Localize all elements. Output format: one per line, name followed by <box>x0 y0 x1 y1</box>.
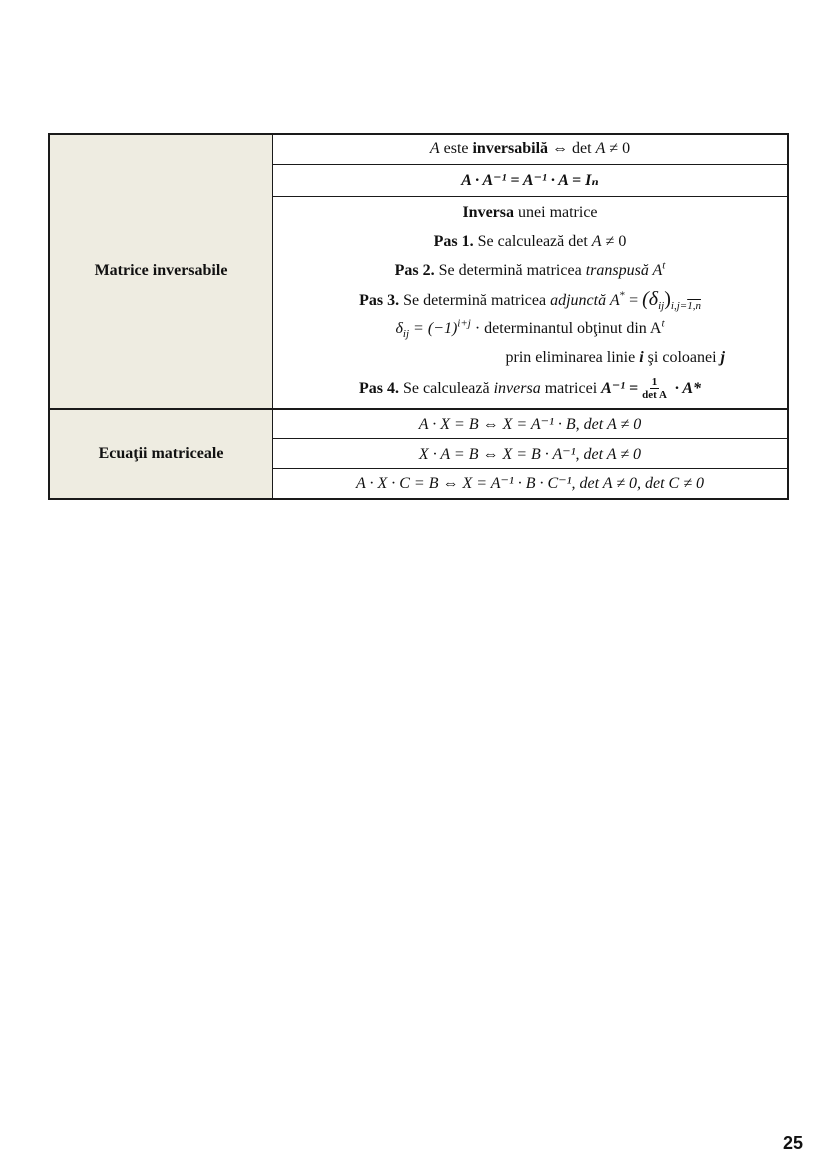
rhs: · A* <box>670 379 701 397</box>
step-label: Pas 1. <box>433 232 474 250</box>
step-2 <box>273 256 787 285</box>
var-a: A <box>591 232 602 250</box>
step-3 <box>273 285 787 314</box>
identity-formula-text: A · A⁻¹ = A⁻¹ · A = Iₙ <box>461 172 599 189</box>
inverse-identity-formula <box>273 164 789 196</box>
invertibility-condition <box>273 134 789 164</box>
delta: (δ <box>642 287 659 310</box>
delta-definition <box>273 314 787 343</box>
text: = (−1) <box>409 319 458 337</box>
fraction <box>640 376 669 401</box>
denominator: det A <box>642 389 667 402</box>
eq: = <box>625 291 643 309</box>
step-text: matricei <box>540 379 602 397</box>
step-text: Se calculează det <box>473 232 592 250</box>
sub: ij <box>402 327 410 340</box>
lhs: A⁻¹ = <box>601 379 639 397</box>
inverse-word: inversa <box>493 379 541 397</box>
text: ≠ 0 <box>605 140 631 158</box>
numerator: 1 <box>651 376 658 389</box>
step-text: Se calculează <box>399 379 494 397</box>
index-sub <box>671 300 701 312</box>
matrix-equations-label <box>49 409 273 499</box>
delta: δ <box>395 319 403 337</box>
text: ⇔ det <box>548 140 596 158</box>
step-text: Se determină matricea <box>434 261 586 279</box>
text: este <box>439 140 473 158</box>
sup: t <box>661 317 665 330</box>
transpose-word: transpusă A <box>585 261 663 279</box>
var-j: j <box>720 348 725 366</box>
index: i,j= <box>670 299 688 312</box>
var-i: i <box>639 348 644 366</box>
formula-table <box>48 133 789 500</box>
equation-3: A · X · C = B ⇔ X = A⁻¹ · B · C⁻¹, det A ≠ 0, det C ≠ 0 <box>273 469 789 499</box>
step-label: Pas 3. <box>359 291 400 309</box>
equations-label-text: Ecuaţii matriceale <box>98 444 224 462</box>
step-1 <box>273 227 787 256</box>
step-label: Pas 4. <box>359 379 399 397</box>
step-text: ≠ 0 <box>601 232 627 250</box>
inverse-matrices-label <box>49 134 273 409</box>
inverse-label-text: Matrice inversabile <box>94 262 228 280</box>
sup: i+j <box>457 317 471 330</box>
invertible-word: inversabilă <box>472 140 549 158</box>
elimination-note <box>273 343 787 372</box>
equation-1: A · X = B ⇔ X = A⁻¹ · B, det A ≠ 0 <box>273 409 789 439</box>
paren: ) <box>664 287 671 310</box>
sub: ij <box>658 299 665 312</box>
title-bold: Inversa <box>462 203 515 221</box>
title-rest: unei matrice <box>514 203 598 221</box>
text: · determinantul obţinut din A <box>470 319 662 337</box>
inverse-procedure <box>273 196 789 409</box>
step-4 <box>273 372 787 406</box>
var-a: A <box>595 140 606 158</box>
sup: * <box>619 289 626 302</box>
range: 1,n <box>687 299 701 312</box>
text: prin eliminarea linie <box>505 348 640 366</box>
step-label: Pas 2. <box>394 261 435 279</box>
procedure-title <box>273 198 787 227</box>
adjugate-word: adjunctă A <box>550 291 620 309</box>
sup: t <box>662 259 666 272</box>
var-a: A <box>429 140 440 158</box>
text: şi coloanei <box>643 348 721 366</box>
equation-2: X · A = B ⇔ X = B · A⁻¹, det A ≠ 0 <box>273 439 789 469</box>
page-number: 25 <box>782 1133 803 1153</box>
step-text: Se determină matricea <box>399 291 551 309</box>
